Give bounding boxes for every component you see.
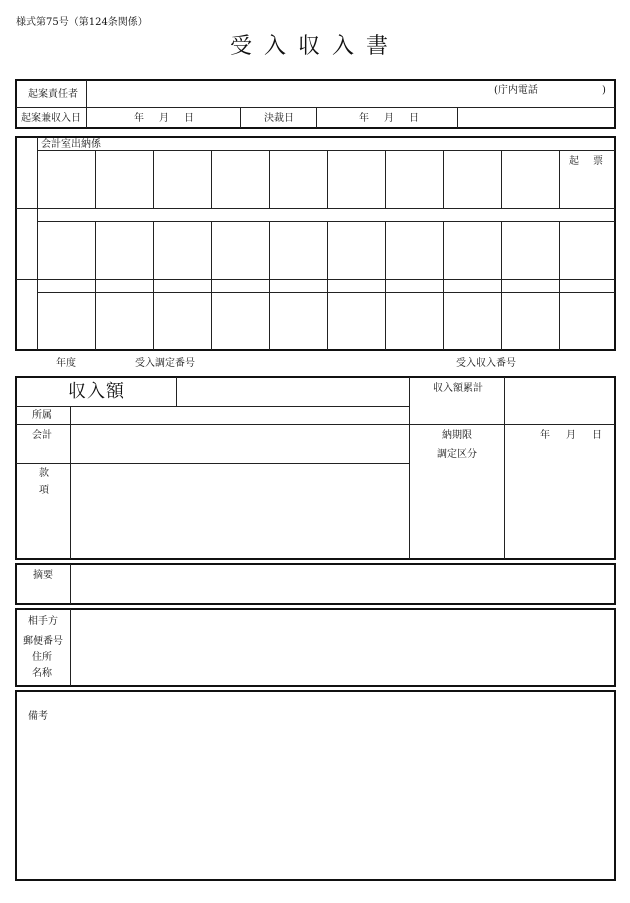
receipt-number-label: 受入収入番号: [456, 358, 516, 369]
grid-col-a5: [327, 151, 328, 208]
grid-col-b2: [153, 222, 154, 279]
remarks-field[interactable]: [17, 692, 614, 879]
address-label: 住所: [32, 652, 52, 663]
grid-col-b7: [443, 222, 444, 279]
grid-col-c7: [443, 280, 444, 350]
fiscal-year-label: 年度: [56, 358, 76, 369]
receipt-month-label: 月: [159, 113, 169, 124]
grid-left-column-divider: [37, 137, 38, 350]
grid-col-c2: [153, 280, 154, 350]
grid-col-a6: [385, 151, 386, 208]
counterparty-label: 相手方: [28, 616, 58, 627]
affiliation-field[interactable]: [72, 408, 408, 423]
grid-col-a9: [559, 151, 560, 208]
grid-col-c3: [211, 280, 212, 350]
counterparty-divider: [70, 609, 71, 686]
responsible-label: 起案責任者: [28, 89, 78, 100]
grid-col-c5: [327, 280, 328, 350]
decision-date-label: 決裁日: [264, 113, 294, 124]
amount-field[interactable]: [178, 378, 408, 405]
accounting-grid: [15, 136, 616, 351]
grid-col-a8: [501, 151, 502, 208]
affiliation-bottom-line: [16, 424, 615, 425]
due-year-label: 年: [540, 430, 550, 441]
cumulative-field[interactable]: [506, 378, 614, 423]
counterparty-field[interactable]: [72, 610, 614, 685]
grid-col-b6: [385, 222, 386, 279]
name-label: 名称: [32, 668, 52, 679]
grid-col-b4: [269, 222, 270, 279]
kou-label: 項: [39, 485, 49, 496]
amount-divider: [176, 377, 177, 406]
grid-col-a4: [269, 151, 270, 208]
due-day-label: 日: [592, 430, 602, 441]
account-field[interactable]: [72, 426, 408, 462]
summary-field[interactable]: [72, 565, 614, 603]
grid-col-b3: [211, 222, 212, 279]
grid-col-c8: [501, 280, 502, 350]
assessment-type-label: 調定区分: [437, 449, 477, 460]
grid-col-a1: [95, 151, 96, 208]
grid-col-a7: [443, 151, 444, 208]
receipt-date-label: 起案兼収入日: [21, 113, 81, 124]
grid-col-c9: [559, 280, 560, 350]
grid-col-b8: [501, 222, 502, 279]
grid-col-c1: [95, 280, 96, 350]
decision-year-label: 年: [359, 113, 369, 124]
summary-divider: [70, 564, 71, 604]
phone-open-label: (庁内電話: [494, 85, 538, 96]
assessment-number-label: 受入調定番号: [135, 358, 195, 369]
decision-divider-3: [457, 108, 458, 128]
decision-day-label: 日: [409, 113, 419, 124]
account-label: 会計: [32, 430, 52, 441]
revenue-far-right-divider: [504, 377, 505, 559]
page-title: 受入収入書: [230, 34, 401, 59]
decision-month-label: 月: [384, 113, 394, 124]
amount-label: 収入額: [68, 381, 125, 402]
grid-col-c4: [269, 280, 270, 350]
grid-row-line-3: [16, 279, 615, 280]
due-month-label: 月: [566, 430, 576, 441]
kan-kou-field[interactable]: [72, 465, 408, 558]
receipt-day-label: 日: [184, 113, 194, 124]
grid-col-b9: [559, 222, 560, 279]
cumulative-label: 収入額累計: [433, 383, 483, 394]
form-number: 様式第75号（第124条関係）: [16, 17, 148, 28]
kihyo-hyo-label: 票: [593, 156, 603, 167]
drafting-label-divider: [86, 80, 87, 128]
summary-label: 摘要: [33, 570, 53, 581]
amount-bottom-line: [16, 406, 409, 407]
phone-close-label: ): [602, 85, 606, 96]
kan-label: 款: [39, 468, 49, 479]
decision-divider-1: [240, 108, 241, 128]
affiliation-label: 所属: [32, 410, 52, 421]
revenue-right-divider: [409, 377, 410, 559]
revenue-label-divider: [70, 407, 71, 559]
decision-divider-2: [316, 108, 317, 128]
remarks-label: 備考: [28, 711, 48, 722]
grid-col-a2: [153, 151, 154, 208]
grid-col-b1: [95, 222, 96, 279]
due-date-label: 納期限: [442, 430, 472, 441]
grid-row-line-1: [16, 208, 615, 209]
accounting-dept-label: 会計室出納係: [41, 139, 101, 150]
grid-col-a3: [211, 151, 212, 208]
account-bottom-line: [16, 463, 409, 464]
postal-code-label: 郵便番号: [23, 636, 63, 647]
receipt-year-label: 年: [134, 113, 144, 124]
grid-col-c6: [385, 280, 386, 350]
grid-col-b5: [327, 222, 328, 279]
kihyo-ki-label: 起: [569, 156, 579, 167]
